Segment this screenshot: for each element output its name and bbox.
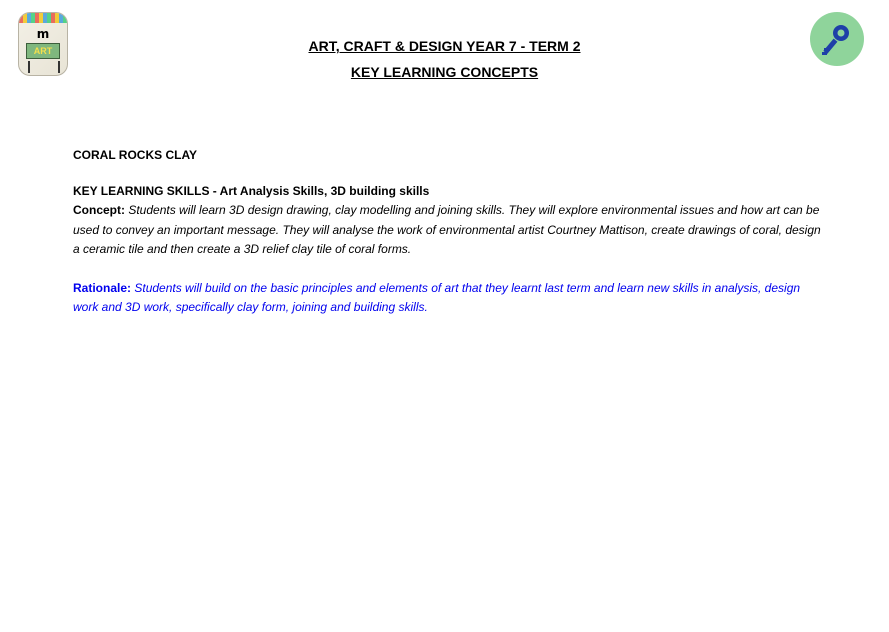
logo-letter: m — [36, 27, 50, 41]
concept-paragraph — [73, 201, 823, 260]
logo-art-sign: ART — [26, 43, 60, 59]
skills-heading: KEY LEARNING SKILLS - Art Analysis Skills, 3D building skills — [73, 183, 430, 198]
rationale-label: Rationale: — [73, 280, 132, 295]
concept-text: Students will learn 3D design drawing, clay modelling and joining skills. They will explore environmental issues and how art can be used to convey an important message. They will analyse the work of environmental artist Courtney Mattison, create drawings of coral, design a ceramic tile and then create a 3D relief clay tile of coral forms. — [73, 203, 821, 256]
unit-title: CORAL ROCKS CLAY — [73, 148, 198, 162]
page-title: ART, CRAFT & DESIGN YEAR 7 - TERM 2 — [308, 38, 581, 54]
rationale-text: Students will build on the basic principles and elements of art that they learnt last term and learn new skills in analysis, design work and 3D work, specifically clay form, joining and building skills. — [73, 280, 801, 314]
page-subtitle: KEY LEARNING CONCEPTS — [350, 64, 539, 80]
pencils-decoration — [19, 13, 67, 23]
document-body — [73, 146, 823, 318]
concept-label: Concept: — [73, 203, 125, 217]
rationale-paragraph — [73, 279, 823, 318]
